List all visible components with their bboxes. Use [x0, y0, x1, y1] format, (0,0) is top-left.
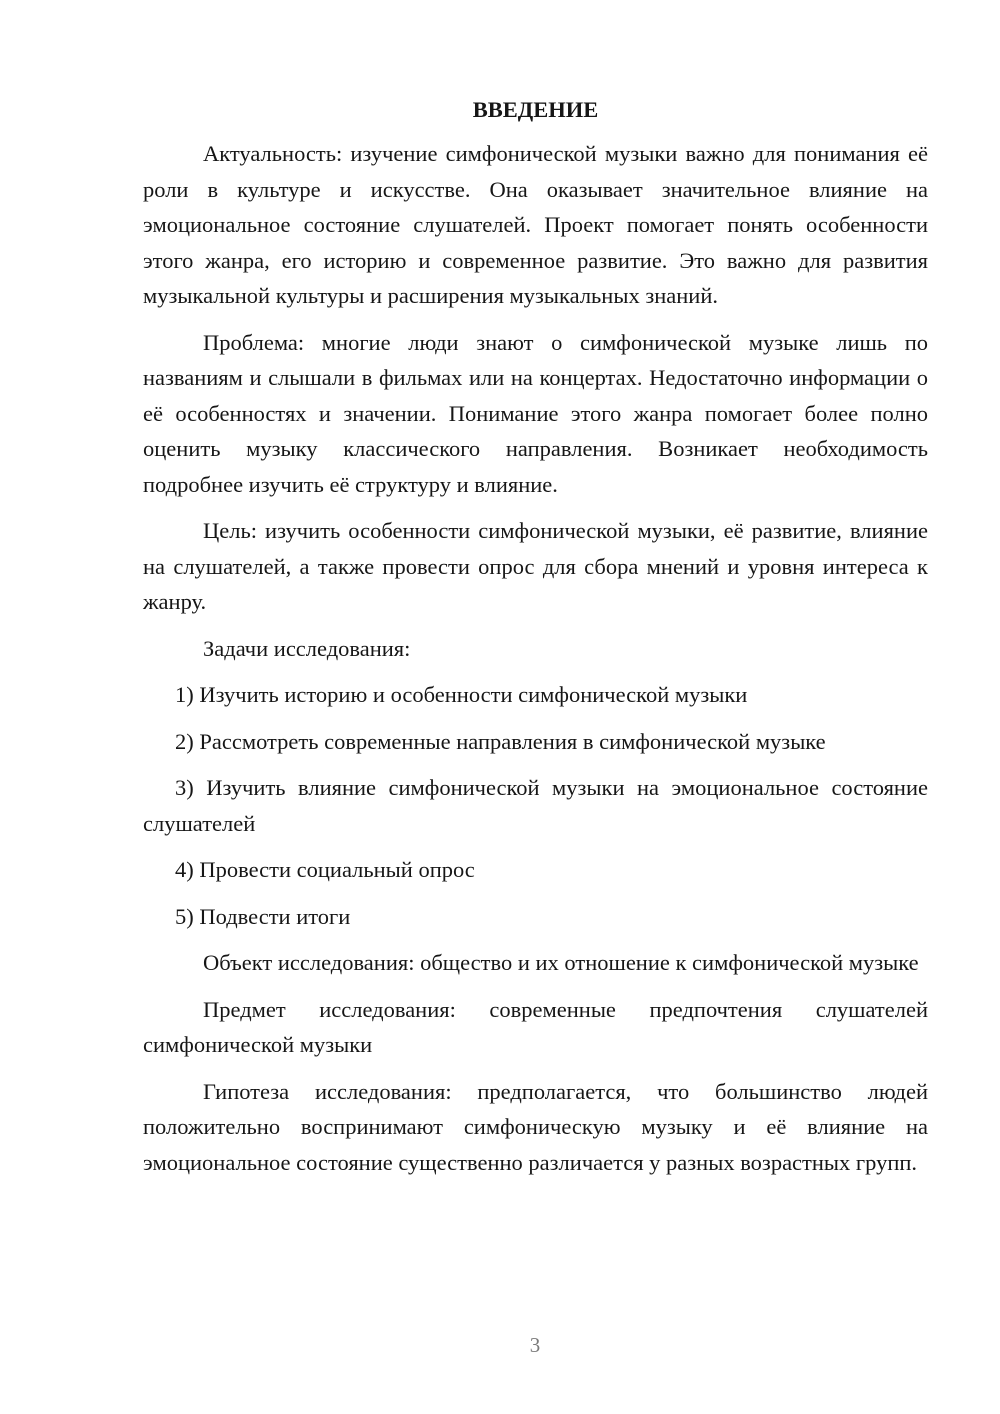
paragraph-subject: Предмет исследования: современные предпочтения слушателей симфонической музыки — [143, 996, 928, 1057]
paragraph-object: Объект исследования: общество и их отношение к симфонической музыке — [203, 950, 919, 975]
tasks-heading: Задачи исследования: — [203, 635, 411, 661]
task-item-1: 1) Изучить историю и особенности симфонической музыки — [175, 682, 748, 707]
paragraph-goal: Цель: изучить особенности симфонической музыки, её развитие, влияние на слушателей, а также провести опрос для сбора мнений и уровня интереса к жанру. — [143, 518, 928, 614]
page-number: 3 — [529, 1333, 541, 1357]
paragraph-hypothesis: Гипотеза исследования: предполагается, что большинство людей положительно воспринимают симфоническую музыку и её влияние на эмоциональное состояние существенно различается у разных возрастных групп. — [143, 1078, 928, 1175]
task-item-3: 3) Изучить влияние симфонической музыки на эмоциональное состояние слушателей — [143, 775, 928, 836]
paragraph-problem: Проблема: многие люди знают о симфонической музыке лишь по названиям и слышали в фильмах или на концертах. Недостаточно информации о её особенностях и значении. Понимание этого жанра помогает более полно оценить музыку классического направления. Возникает необходимость подробнее изучить её структуру и влияние. — [143, 329, 928, 497]
page-title: ВВЕДЕНИЕ — [472, 97, 599, 122]
paragraph-relevance: Актуальность: изучение симфонической музыки важно для понимания её роли в культуре и искусстве. Она оказывает значительное влияние на эмоциональное состояние слушателей. Проект помогает понять особенности этого жанра, его историю и современное развитие. Это важно для развития музыкальной культуры и расширения музыкальных знаний. — [143, 141, 928, 308]
task-item-2: 2) Рассмотреть современные направления в симфонической музыке — [175, 728, 826, 754]
document-page — [143, 92, 928, 1191]
task-item-4: 4) Провести социальный опрос — [175, 857, 475, 882]
task-item-5: 5) Подвести итоги — [175, 903, 351, 929]
